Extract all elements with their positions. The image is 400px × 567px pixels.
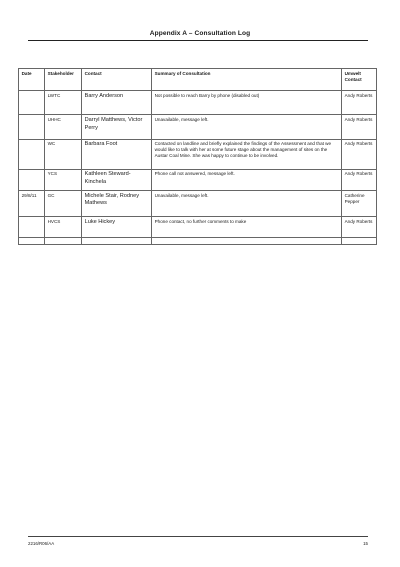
footer-page-number: 15 [363, 541, 368, 546]
cell-stakeholder: GC [45, 190, 82, 216]
table-row-empty [19, 238, 377, 245]
cell-contact: Darryl Matthews, Victor Perry [82, 115, 152, 139]
cell-contact: Luke Hickey [82, 217, 152, 238]
cell-summary: Contacted on landline and briefly explained the findings of the Assessment and that we would like to talk with her at some future stage about the management of sites on the Austar Coal Mine. She was happy to continue to be involved. [152, 139, 342, 169]
cell-empty [19, 238, 45, 245]
cell-stakeholder: LWTC [45, 91, 82, 115]
cell-empty [45, 238, 82, 245]
cell-umwelt-contact: Andy Roberts [342, 169, 377, 190]
cell-date [19, 91, 45, 115]
cell-stakeholder: WC [45, 139, 82, 169]
table-row [19, 91, 377, 115]
cell-empty [342, 238, 377, 245]
cell-summary: Phone contact, no further comments to make [152, 217, 342, 238]
cell-umwelt-contact: Andy Roberts [342, 91, 377, 115]
cell-date [19, 115, 45, 139]
cell-contact: Barry Anderson [82, 91, 152, 115]
table-row [19, 115, 377, 139]
cell-umwelt-contact: Andy Roberts [342, 115, 377, 139]
title-divider [28, 40, 368, 41]
cell-summary: Unavailable, message left. [152, 115, 342, 139]
table-row [19, 139, 377, 169]
cell-stakeholder: YCS [45, 169, 82, 190]
header-date: Date [19, 69, 45, 91]
cell-empty [152, 238, 342, 245]
table-row [19, 169, 377, 190]
document-title: Appendix A – Consultation Log [149, 30, 251, 37]
cell-date [19, 139, 45, 169]
cell-contact: Kathleen Steward-Kinchela [82, 169, 152, 190]
cell-stakeholder: HVCS [45, 217, 82, 238]
table-header-row [19, 69, 377, 91]
cell-date: 29/8/11 [19, 190, 45, 216]
cell-umwelt-contact: Catherine Pepper [342, 190, 377, 216]
cell-umwelt-contact: Andy Roberts [342, 217, 377, 238]
cell-umwelt-contact: Andy Roberts [342, 139, 377, 169]
consultation-log-table [18, 68, 377, 245]
cell-stakeholder: UHHC [45, 115, 82, 139]
footer-divider [28, 536, 368, 537]
header-umwelt-contact: Umwelt Contact [342, 69, 377, 91]
cell-date [19, 169, 45, 190]
cell-summary: Not possible to reach Barry by phone (disabled out) [152, 91, 342, 115]
header-stakeholder: Stakeholder [45, 69, 82, 91]
footer-doc-ref: 2216/R06/AA [28, 541, 55, 546]
cell-contact: Barbara Foot [82, 139, 152, 169]
header-summary: Summary of Consultation [152, 69, 342, 91]
table-row [19, 217, 377, 238]
cell-summary: Unavailable, message left. [152, 190, 342, 216]
cell-date [19, 217, 45, 238]
cell-empty [82, 238, 152, 245]
cell-summary: Phone call not answered, message left. [152, 169, 342, 190]
header-contact: Contact [82, 69, 152, 91]
table-row [19, 190, 377, 216]
cell-contact: Michele Stair, Rodney Mathews [82, 190, 152, 216]
